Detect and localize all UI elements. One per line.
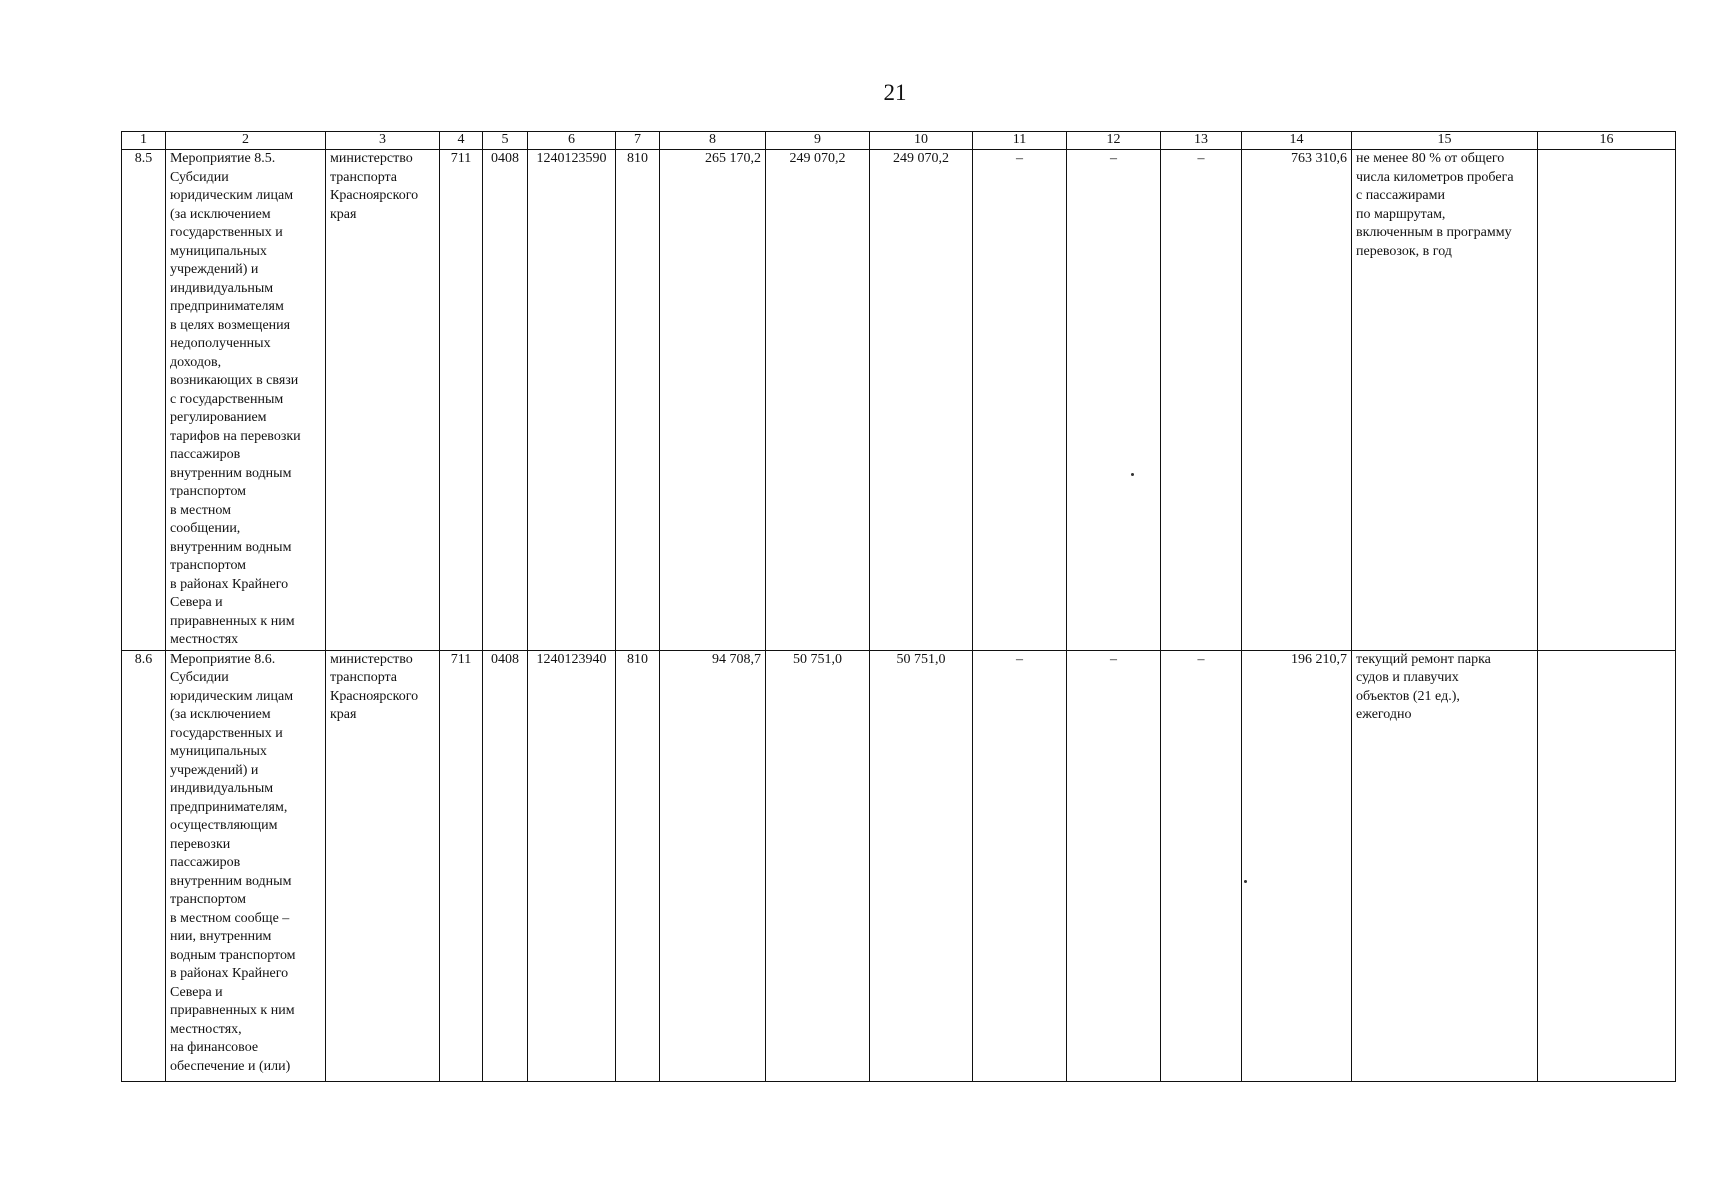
code-cell: 1240123590: [528, 150, 616, 651]
header-cell: 14: [1242, 132, 1352, 150]
amount-cell: –: [1067, 150, 1161, 651]
expected-result: текущий ремонт парка судов и плавучих объектов (21 ед.), ежегодно: [1352, 650, 1538, 1081]
amount-cell: 94 708,7: [660, 650, 766, 1081]
empty-cell: [1538, 650, 1676, 1081]
amount-cell: –: [973, 150, 1067, 651]
header-cell: 16: [1538, 132, 1676, 150]
amount-cell: 265 170,2: [660, 150, 766, 651]
page-number: 21: [883, 80, 907, 105]
expected-result: не менее 80 % от общего числа километров пробега с пассажирами по маршрутам, включенным в программу перевозок, в год: [1352, 150, 1538, 651]
code-cell: 810: [616, 150, 660, 651]
code-cell: 810: [616, 650, 660, 1081]
header-cell: 9: [766, 132, 870, 150]
amount-cell: 50 751,0: [870, 650, 973, 1081]
header-cell: 7: [616, 132, 660, 150]
header-cell: 6: [528, 132, 616, 150]
scan-speck: [1244, 880, 1247, 883]
header-cell: 13: [1161, 132, 1242, 150]
executor: министерство транспорта Красноярского края: [326, 650, 440, 1081]
amount-cell: 50 751,0: [766, 650, 870, 1081]
table-row: [122, 650, 1676, 1081]
row-number: 8.5: [122, 150, 166, 651]
header-cell: 15: [1352, 132, 1538, 150]
amount-cell: –: [1067, 650, 1161, 1081]
code-cell: 0408: [483, 150, 528, 651]
header-cell: 3: [326, 132, 440, 150]
scan-speck: [1131, 473, 1134, 476]
amount-cell: –: [1161, 650, 1242, 1081]
header-cell: 11: [973, 132, 1067, 150]
header-cell: 5: [483, 132, 528, 150]
header-cell: 8: [660, 132, 766, 150]
header-cell: 10: [870, 132, 973, 150]
header-cell: 12: [1067, 132, 1161, 150]
header-row: [122, 132, 1676, 150]
amount-cell: 249 070,2: [870, 150, 973, 651]
header-cell: 4: [440, 132, 483, 150]
code-cell: 1240123940: [528, 650, 616, 1081]
measure-description: Мероприятие 8.5. Субсидии юридическим лицам (за исключением государственных и муниципальных учреждений) и индивидуальным предпринимателям в целях возмещения недополученных доходов, возникающих в связи с государственным регулированием тарифов на перевозки пассажиров внутренним водным транспортом в местном сообщении, внутренним водным транспортом в районах Крайнего Севера и приравненных к ним местностях: [166, 150, 326, 651]
code-cell: 0408: [483, 650, 528, 1081]
amount-cell: 249 070,2: [766, 150, 870, 651]
empty-cell: [1538, 150, 1676, 651]
executor: министерство транспорта Красноярского края: [326, 150, 440, 651]
amount-cell: –: [973, 650, 1067, 1081]
header-cell: 1: [122, 132, 166, 150]
code-cell: 711: [440, 650, 483, 1081]
budget-table: [121, 131, 1676, 1082]
header-cell: 2: [166, 132, 326, 150]
measure-description: Мероприятие 8.6. Субсидии юридическим лицам (за исключением государственных и муниципальных учреждений) и индивидуальным предпринимателям, осуществляющим перевозки пассажиров внутренним водным транспортом в местном сообще – нии, внутренним водным транспортом в районах Крайнего Севера и приравненных к ним местностях, на финансовое обеспечение и (или): [166, 650, 326, 1081]
row-number: 8.6: [122, 650, 166, 1081]
table-row: [122, 150, 1676, 651]
total-cell: 763 310,6: [1242, 150, 1352, 651]
code-cell: 711: [440, 150, 483, 651]
total-cell: 196 210,7: [1242, 650, 1352, 1081]
amount-cell: –: [1161, 150, 1242, 651]
